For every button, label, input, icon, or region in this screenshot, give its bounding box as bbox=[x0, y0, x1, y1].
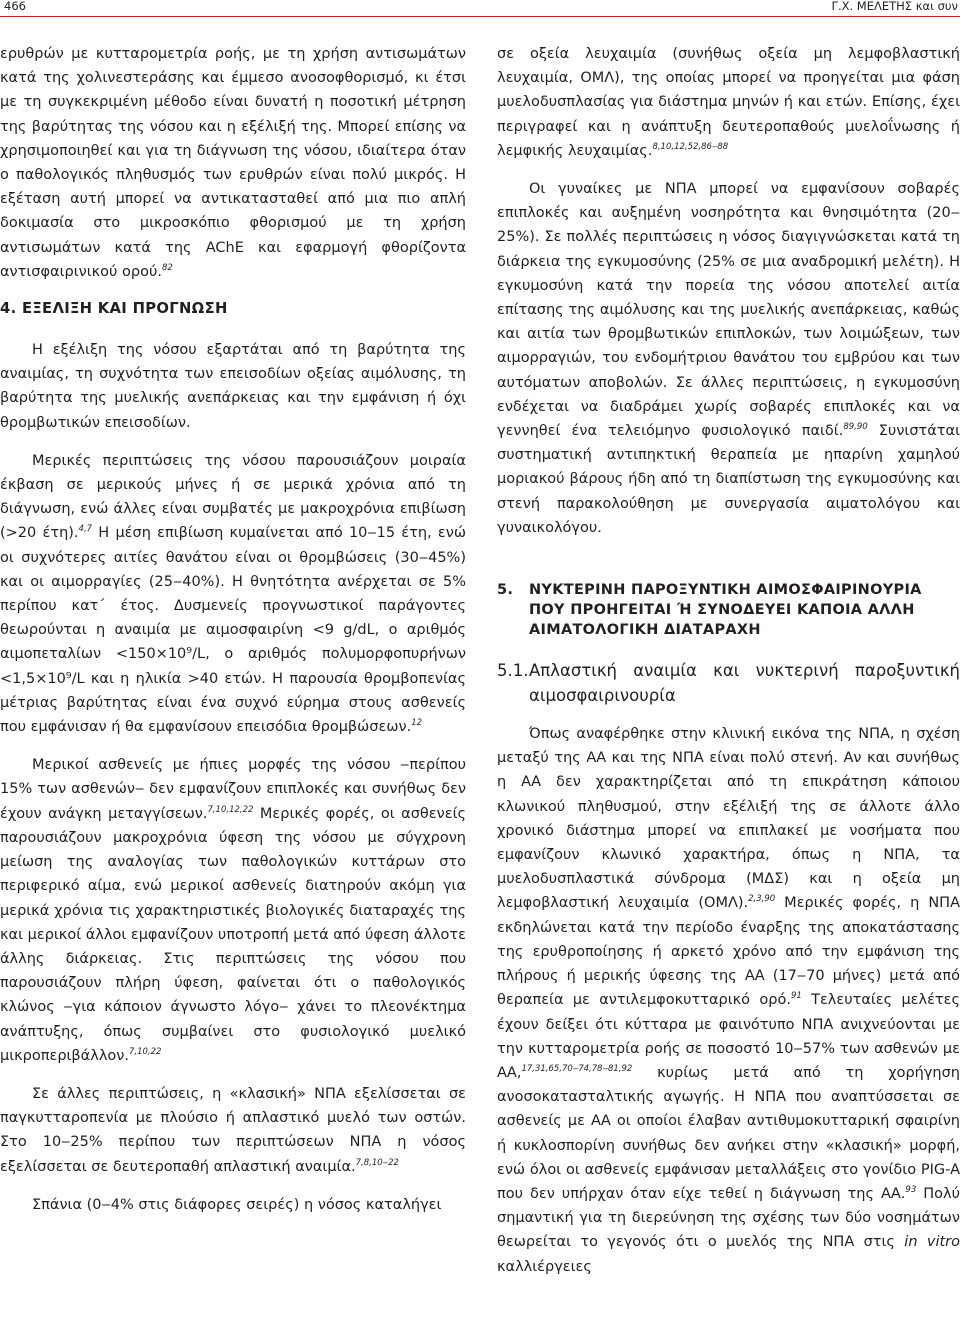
paragraph-clinical: Όπως αναφέρθηκε στην κλινική εικόνα της ΝΠΑ, η σχέση μεταξύ της ΑΑ και της ΝΠΑ είναι πολύ στενή. Αν και συνήθως η ΑΑ δεν χαρακτηρίζεται από τη επικράτηση κάποιου κλωνικού πληθυσμού, στην εξέλιξή της σε άλλοτε άλλο χρονικό διάστημα μπορεί να επιπλακεί με νοσήματα που εμφανίζουν κλωνικό χαρακτήρα, όπως η ΝΠΑ, τα μυελοδυσπλαστικά σύνδρομα (ΜΔΣ) και η οξεία μη λεμφοβλαστική λευχαιμία (ΟΜΛ).$^{2,3,90}$ Μερικές φορές, η ΝΠΑ εκδηλώνεται κατά την περίοδο έναρξης της αποκατάστασης της ερυθροποίησης ή αρκετό χρόνο από την εμφάνιση της πλήρους ή μερικής ύφεσης της ΑΑ (17‒70 μήνες) μετά από θεραπεία με αντιλεμφοκυτταρικό ορό.$^{91}$ Τελευταίες μελέτες έχουν δείξει ότι κύτταρα με φαινότυπο ΝΠΑ ανιχνεύονται με την κυτταρομετρία ροής σε ποσοστό 10‒57% των ασθενών με ΑΑ,$^{17,31,65,70‒74,78‒81,92}$ κυρίως μετά από τη χορήγηση ανοσοκατασταλτικής αγωγής. Η ΝΠΑ που αναπτύσσεται σε ασθενείς με ΑΑ οι οποίοι έλαβαν αντιθυμοκυτταρική σφαιρίνη ή κυκλοσπορίνη συνήθως δεν ανήκει στην «κλασική» μορφή, ενώ όλοι οι ασθενείς εμφάνισαν μεταλλάξεις στο γονίδιο PIG-A που δεν υπήρχαν όταν είχε τεθεί η διάγνωση της ΑΑ.$^{93}$ Πολύ σημαντική για τη διερεύνηση της σχέσης των δύο νοσημάτων θεωρείται το γεγονός ότι ο μυελός της ΝΠΑ στις in vitro καλλιέργειες bbox=[497, 726, 960, 1275]
citation: 2,3,90 bbox=[748, 894, 776, 905]
citation: 17,31,65,70‒74,78‒81,92 bbox=[521, 1063, 633, 1074]
citation: 89,90 bbox=[843, 422, 868, 433]
left-column bbox=[0, 42, 466, 1217]
running-title: Γ.Χ. ΜΕΛΕΤΗΣ και συν bbox=[831, 0, 958, 13]
page-number: 466 bbox=[4, 0, 26, 13]
right-column bbox=[497, 42, 960, 1279]
italic-term: in vitro bbox=[904, 1234, 960, 1251]
citation: 8,10,12,52,86‒88 bbox=[652, 141, 729, 152]
paragraph-intro: ερυθρών με κυτταρομετρία ροής, με τη χρήση αντισωμάτων κατά της χολινεστεράσης και έμμεσο ανοσοφθορισμό, κι έτσι με τη συγκεκριμένη μέθοδο είναι δυνατή η ποσοτική μέτρηση της βαρύτητας της νόσου και η εξέλιξή της. Μπορεί επίσης να χρησιμοποιηθεί και για τη διάγνωση της νόσου, ιδιαίτερα όταν ο παθολογικός πληθυσμός των ερυθρών είναι πολύ μικρός. Η εξέταση αυτή μπορεί να αντικατασταθεί από μια πιο απλή δοκιμασία στο μικροσκόπιο φθορισμού με τη χρήση αντισωμάτων κατά της AChE και εφαρμογή φθορίζοντα αντισφαιρινικού ορού.$^{82}$ bbox=[0, 46, 466, 280]
citation: 82 bbox=[162, 262, 173, 273]
section-5-1-heading: 5.1. Απλαστική αναιμία και νυκτερινή παροξυντική αιμοσφαιρινουρία bbox=[497, 661, 960, 706]
citation: 93 bbox=[905, 1184, 917, 1195]
paragraph-rare: Σπάνια (0‒4% στις διάφορες σειρές) η νόσος καταλήγει bbox=[32, 1196, 442, 1213]
section-5-heading: 5. ΝΥΚΤΕΡΙΝΗ ΠΑΡΟΞΥΝΤΙΚΗ ΑΙΜΟΣΦΑΙΡΙΝΟΥΡΙΑ ΠΟΥ ΠΡΟΗΓΕΙΤΑΙ Ή ΣΥΝΟΔΕΥΕΙ ΚΑΠΟΙΑ ΑΛΛΗ ΑΙΜΑΤΟΛΟΓΙΚΗ ΔΙΑΤΑΡΑΧΗ bbox=[497, 582, 922, 639]
paragraph-leukemia: σε οξεία λευχαιμία (συνήθως οξεία μη λεμφοβλαστική λευχαιμία, ΟΜΛ), της οποίας μπορεί να προηγείται μια φάση μυελοδυσπλασίας για διάστημα μηνών ή και ετών. Επίσης, έχει περιγραφεί και η ανάπτυξη δευτεροπαθούς μυελοΐνωσης ή λεμφικής λευχαιμίας.$^{8,10,12,52,86‒88}$ bbox=[497, 46, 960, 159]
paragraph-prognosis: Μερικές περιπτώσεις της νόσου παρουσιάζουν μοιραία έκβαση σε μερικούς μήνες ή σε μερικά χρόνια από τη διάγνωση, ενώ άλλες είναι συμβατές με μακροχρόνια επιβίωση (>20 έτη).$^{4,7}$ Η μέση επιβίωση κυμαίνεται από 10‒15 έτη, ενώ οι συχνότερες αιτίες θανάτου είναι οι θρομβώσεις (30‒45%) και οι αιμορραγίες (25‒40%). Η θνητότητα ανέρχεται σε 5% περίπου κατ΄ έτος. Δυσμενείς προγνωστικοί παράγοντες θεωρούνται η αναιμία με αιμοσφαιρίνη <9 g/dL, ο αριθμός αιμοπεταλίων <150×10⁹/L, ο αριθμός πολυμορφοπυρήνων <1,5×10⁹/L και η ηλικία >40 ετών. Η παρουσία θρομβοπενίας μέτριας βαρύτητας είναι ένα συχνό εύρημα στους ασθενείς που εμφάνισαν ή θα εμφανίσουν επεισόδια θρομβώσεων.$^{12}$ bbox=[0, 452, 466, 736]
citation: 7,10,22 bbox=[129, 1046, 162, 1057]
citation: 7,10,12,22 bbox=[207, 804, 254, 815]
running-header bbox=[0, 0, 960, 14]
citation: 4,7 bbox=[78, 524, 93, 535]
paragraph-aplastic: Σε άλλες περιπτώσεις, η «κλασική» ΝΠΑ εξελίσσεται σε παγκυτταροπενία με πλούσιο ή απλαστικό μυελό των οστών. Στο 10‒25% περίπου των περιπτώσεων ΝΠΑ η νόσος εξελίσσεται σε δευτεροπαθή απλαστική αναιμία.$^{7,8,10‒22}$ bbox=[0, 1085, 466, 1175]
citation: 7,8,10‒22 bbox=[355, 1157, 399, 1168]
section-4-heading: 4. ΕΞΕΛΙΞΗ ΚΑΙ ΠΡΟΓΝΩΣΗ bbox=[0, 300, 228, 318]
citation: 91 bbox=[790, 991, 802, 1002]
header-rule bbox=[0, 16, 960, 17]
citation: 12 bbox=[411, 718, 423, 729]
paragraph-mild-forms: Μερικοί ασθενείς με ήπιες μορφές της νόσου ‒περίπου 15% των ασθενών‒ δεν εμφανίζουν επιπλοκές και συνήθως δεν έχουν ανάγκη μεταγγίσεων.$^{7,10,12,22}$ Μερικές φορές, οι ασθενείς παρουσιάζουν μακροχρόνια ύφεση της νόσου με σύγχρονη μείωση της αναλογίας των παθολογικών κυττάρων στο περιφερικό αίμα, ενώ μερικοί ασθενείς διατηρούν ακόμη για μερικά χρόνια τις χαρακτηριστικές βιολογικές διαταραχές της και μερικοί άλλοι εμφανίζουν υποτροπή μετά από ύφεση άλλοτε άλλης διάρκειας. Στις περιπτώσεις της νόσου που παρουσιάζουν πλήρη ύφεση, φαίνεται ότι ο παθολογικός κλώνος ‒για κάποιον άγνωστο λόγο‒ χάνει το πλεονέκτημα ανάπτυξης, όπως συμβαίνει στο φυσιολογικό μυελικό μικροπεριβάλλον.$^{7,10,22}$ bbox=[0, 757, 466, 1064]
paragraph-pregnancy: Οι γυναίκες με ΝΠΑ μπορεί να εμφανίσουν σοβαρές επιπλοκές και αυξημένη νοσηρότητα και θνησιμότητα (20‒25%). Σε πολλές περιπτώσεις η νόσος διαγιγνώσκεται κατά τη διάρκεια της εγκυμοσύνης (25% σε μια αναδρομική μελέτη). Η εγκυμοσύνη κατά την πορεία της νόσου αποτελεί αιτία επίτασης της αιμόλυσης και της μυελικής ανεπάρκειας, καθώς και αιτία των θρομβωτικών επιπλοκών, των λοιμώξεων, των αιμορραγιών, του ενδομήτριου θανάτου του εμβρύου και των αυτόματων αποβολών. Σε άλλες περιπτώσεις, η εγκυμοσύνη ενδέχεται να διαδράμει χωρίς σοβαρές επιπλοκές και να γεννηθεί ένα τελειόμηνο φυσιολογικό παιδί.$^{89,90}$ Συνιστάται συστηματική αντιπηκτική θεραπεία με ηπαρίνη χαμηλού μοριακού βάρους ήδη από τη διαπίστωση της εγκυμοσύνης και στενή παρακολούθηση με συνεργασία αιματολόγου και γυναικολόγου. bbox=[497, 181, 960, 536]
paragraph-evolution: Η εξέλιξη της νόσου εξαρτάται από τη βαρύτητα της αναιμίας, τη συχνότητα των επεισοδίων οξείας αιμόλυσης, τη βαρύτητα της μυελικής ανεπάρκειας και την εμφάνιση ή όχι θρομβωτικών επεισοδίων. bbox=[0, 342, 466, 431]
